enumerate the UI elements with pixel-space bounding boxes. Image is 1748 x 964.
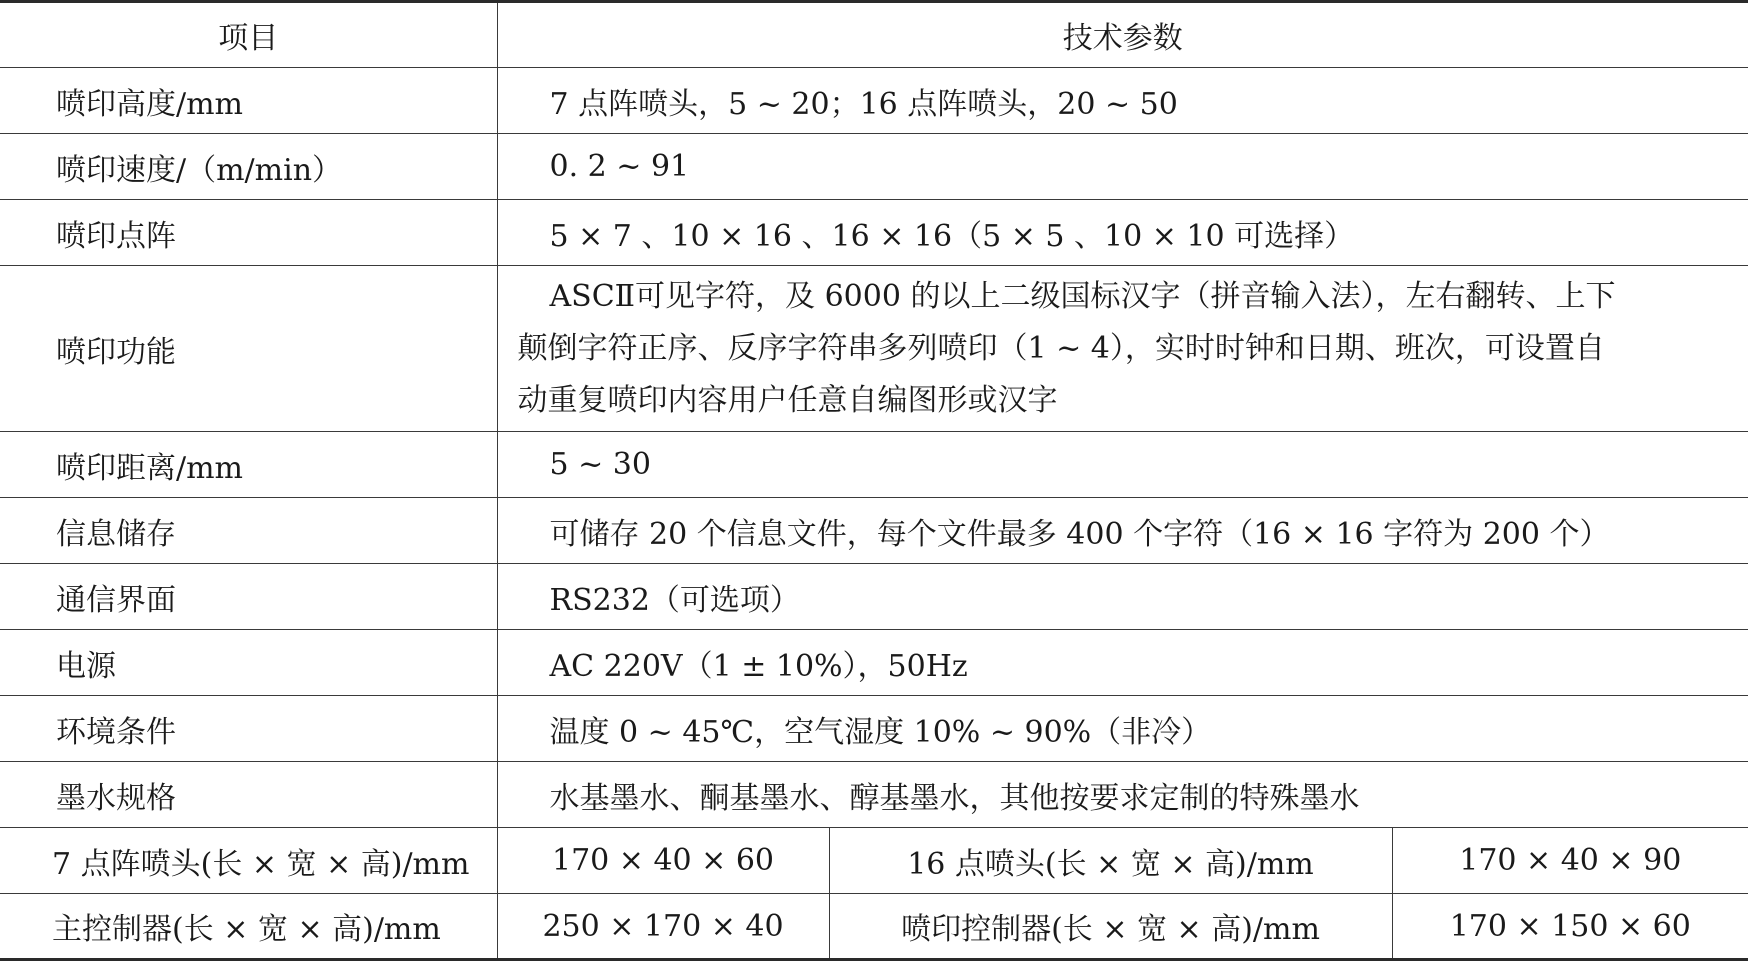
- dimension-row: [0, 894, 1748, 960]
- table-row: [0, 762, 1748, 828]
- table-row: [0, 432, 1748, 498]
- dimension-row: [0, 828, 1748, 894]
- row-value: 水基墨水、酮基墨水、醇基墨水，其他按要求定制的特殊墨水: [497, 762, 1748, 828]
- row-value: RS232（可选项）: [497, 564, 1748, 630]
- dimension-value: 250 × 170 × 40: [497, 894, 829, 960]
- row-label: 喷印距离/mm: [0, 432, 497, 498]
- row-label: 喷印点阵: [0, 200, 497, 266]
- row-value: 0. 2 ~ 91: [497, 134, 1748, 200]
- row-value-line: 颠倒字符正序、反序字符串多列喷印（1 ~ 4），实时时钟和日期、班次，可设置自: [517, 330, 1605, 366]
- row-value: 5 × 7 、10 × 16 、16 × 16（5 × 5 、10 × 10 可选择）: [497, 200, 1748, 266]
- header-item: 项目: [0, 2, 497, 68]
- dimension-label: 16 点喷头(长 × 宽 × 高)/mm: [829, 828, 1392, 894]
- dimension-value: 170 × 150 × 60: [1392, 894, 1748, 960]
- table-row: [0, 564, 1748, 630]
- row-value: AC 220V（1 ± 10%），50Hz: [497, 630, 1748, 696]
- table-row: [0, 498, 1748, 564]
- row-label: 电源: [0, 630, 497, 696]
- row-label: 喷印速度/（m/min）: [0, 134, 497, 200]
- row-value: 可储存 20 个信息文件，每个文件最多 400 个字符（16 × 16 字符为 200 个）: [497, 498, 1748, 564]
- row-label: 喷印功能: [0, 266, 497, 432]
- row-label: 喷印高度/mm: [0, 68, 497, 134]
- table-row: [0, 68, 1748, 134]
- dimension-label: 主控制器(长 × 宽 × 高)/mm: [0, 894, 497, 960]
- row-value-multiline: [497, 266, 1748, 432]
- dimension-label: 7 点阵喷头(长 × 宽 × 高)/mm: [0, 828, 497, 894]
- row-label: 信息储存: [0, 498, 497, 564]
- header-params: 技术参数: [497, 2, 1748, 68]
- table-row: [0, 200, 1748, 266]
- row-value-line: ASCⅡ可见字符，及 6000 的以上二级国标汉字（拼音输入法），左右翻转、上下: [549, 278, 1616, 314]
- table-row: [0, 696, 1748, 762]
- table-header-row: [0, 2, 1748, 68]
- row-value-line: 动重复喷印内容用户任意自编图形或汉字: [517, 382, 1058, 418]
- row-label: 墨水规格: [0, 762, 497, 828]
- dimension-value: 170 × 40 × 60: [497, 828, 829, 894]
- row-value: 7 点阵喷头，5 ~ 20；16 点阵喷头，20 ~ 50: [497, 68, 1748, 134]
- row-value: 5 ~ 30: [497, 432, 1748, 498]
- dimension-value: 170 × 40 × 90: [1392, 828, 1748, 894]
- table-row: [0, 266, 1748, 432]
- table-row: [0, 630, 1748, 696]
- row-value: 温度 0 ~ 45℃，空气湿度 10% ~ 90%（非冷）: [497, 696, 1748, 762]
- table-row: [0, 134, 1748, 200]
- dimension-label: 喷印控制器(长 × 宽 × 高)/mm: [829, 894, 1392, 960]
- row-label: 通信界面: [0, 564, 497, 630]
- row-label: 环境条件: [0, 696, 497, 762]
